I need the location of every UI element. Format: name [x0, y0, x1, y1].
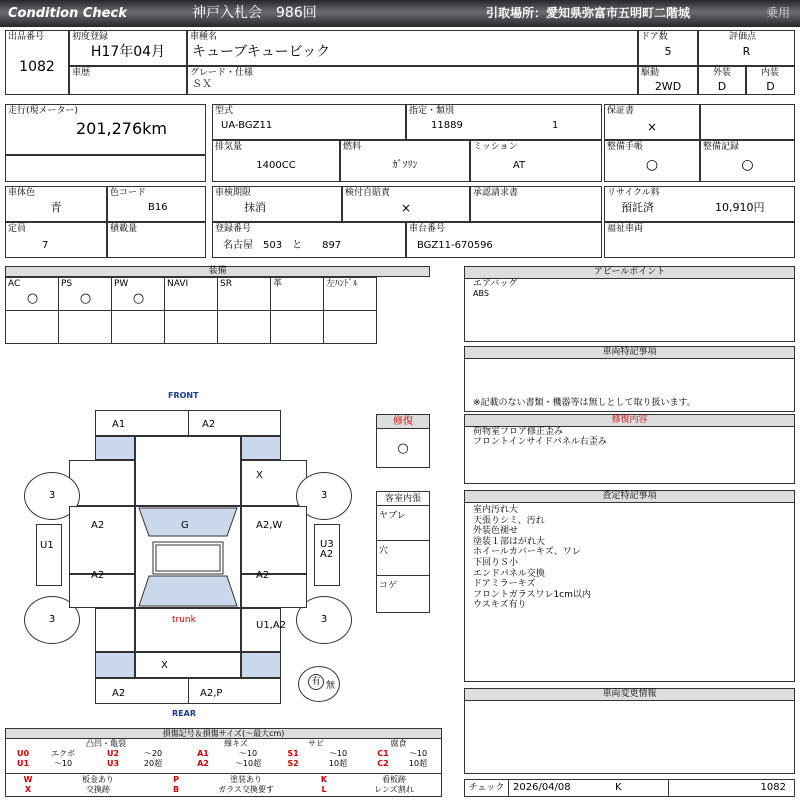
- legend-divider: [6, 773, 441, 774]
- equipment-title: 装備: [5, 266, 430, 277]
- first-registration: H17年04月: [90, 44, 166, 60]
- legend-text: 交換跡: [86, 785, 110, 794]
- type: UA-BGZ11: [221, 120, 273, 131]
- left-front-door-label: A2: [91, 520, 105, 531]
- equipment-mark: ○: [79, 291, 92, 306]
- rear-gate-label: X: [161, 660, 168, 671]
- inspection-label: 車検期限: [215, 188, 252, 198]
- appeal-lines: [473, 279, 517, 299]
- recycle-amount: 10,910円: [715, 201, 765, 214]
- legend-code: A1: [197, 749, 209, 758]
- rear-gate: [135, 652, 241, 678]
- fuel-label: 燃料: [343, 142, 362, 152]
- plate-number: 名古屋 503 と 897: [223, 240, 342, 251]
- vehicle-use: 乗用: [766, 6, 791, 20]
- fuel-cell: [340, 140, 470, 182]
- load-cell: [107, 222, 206, 258]
- legend-text: 〜10: [238, 749, 258, 758]
- model-cell: [187, 30, 638, 66]
- roof-label: G: [181, 520, 189, 531]
- insurance: ×: [400, 201, 412, 215]
- maint-record: ○: [741, 157, 754, 173]
- assessment-line: エンドパネル交換: [473, 568, 545, 579]
- doors: 5: [664, 45, 672, 58]
- grade-score-cell: [698, 30, 795, 66]
- insurance-cell: [342, 186, 470, 222]
- assessment-line: ウスキズ有り: [473, 600, 527, 611]
- grade: ＳＸ: [192, 79, 212, 90]
- roof-inner: [156, 545, 220, 571]
- front-bumper-right-label: A2: [202, 419, 216, 430]
- equipment-label: AC: [8, 279, 21, 289]
- equipment-empty-cell: [217, 310, 271, 344]
- legend-code: C2: [377, 759, 389, 768]
- assessment-title: 査定特記事項: [465, 491, 794, 503]
- equipment-label: 左ﾊﾝﾄﾞﾙ: [326, 279, 358, 289]
- equipment-section: [5, 266, 430, 346]
- legend-code: U0: [16, 749, 30, 758]
- repair-box-mark: ○: [397, 441, 409, 456]
- wheel-front-left: 3: [24, 472, 80, 520]
- legend-group-name: 凸凹・亀裂: [86, 739, 126, 748]
- legend-code: B: [172, 785, 180, 794]
- legend-text: エクボ: [51, 749, 75, 758]
- assessment-line: フロントガラスワレ1cm以内: [473, 589, 591, 600]
- legend-code: L: [321, 785, 327, 794]
- displacement-label: 排気量: [215, 142, 243, 152]
- right-mirror-label: U3 A2: [320, 539, 334, 560]
- maint-book: ○: [645, 157, 659, 173]
- right-front-door-label: A2,W: [256, 520, 283, 531]
- chassis-cell: [406, 222, 602, 258]
- type-cell: [212, 104, 406, 140]
- first-registration-cell: [69, 30, 187, 66]
- smoking-no-text: 無: [326, 681, 336, 691]
- legend-title: 損傷記号＆損傷サイズ(〜最大cm): [6, 729, 441, 739]
- cabin-item: 穴: [377, 541, 429, 576]
- legend-text: ガラス交換要す: [218, 785, 274, 794]
- wheel-rear-left: 3: [24, 596, 80, 644]
- assessment-lines: [473, 505, 591, 611]
- plate-cell: [212, 222, 406, 258]
- assessment-line: 外装色褪せ: [473, 526, 519, 537]
- repair-box: [376, 414, 430, 468]
- right-tail-lamp: [241, 652, 281, 678]
- legend-group-name: 腐食: [390, 739, 407, 748]
- equipment-col: [270, 277, 324, 311]
- notes-footnote: ※記載のない書類・機器等は無しとして取り扱います。: [473, 398, 696, 408]
- legend-code: U2: [106, 749, 120, 758]
- equipment-empty-cell: [5, 310, 59, 344]
- legend-text: 〜10: [328, 749, 348, 758]
- plate-label: 登録番号: [215, 224, 252, 234]
- smoking-yes-mark: 有: [308, 674, 324, 690]
- assessment-line: 天張りシミ、汚れ: [473, 515, 545, 526]
- legend-text: 10超: [408, 759, 428, 768]
- legend-code: K: [320, 775, 328, 784]
- left-mirror-label: U1: [40, 540, 54, 551]
- pickup-location: 引取場所：愛知県弥富市五明町二階城: [486, 6, 691, 20]
- equipment-col: [217, 277, 271, 311]
- check-label: チェック: [465, 780, 509, 796]
- recycle-label: リサイクル料: [607, 188, 660, 198]
- legend-group-name: サビ: [308, 739, 324, 748]
- mission-cell: [470, 140, 602, 182]
- equipment-col: [58, 277, 112, 311]
- left-headlamp: [95, 436, 135, 460]
- rear-bumper-divider: [188, 678, 189, 704]
- color-code-cell: [107, 186, 206, 222]
- legend-text: 〜10: [53, 759, 73, 768]
- equipment-label: PS: [61, 279, 73, 289]
- chassis-number: BGZ11-670596: [417, 240, 493, 251]
- right-rear-door-label: A2: [256, 570, 270, 581]
- grade-label: グレード・仕様: [190, 68, 254, 78]
- legend-text: 20超: [143, 759, 163, 768]
- check-lot: 1082: [760, 782, 786, 793]
- appeal-line: エアバッグ: [473, 279, 518, 289]
- interior-label: 内装: [761, 68, 780, 78]
- equipment-col: [323, 277, 377, 311]
- equipment-empty-cell: [323, 310, 377, 344]
- approval-label: 承認請求書: [473, 188, 519, 198]
- chassis-label: 車台番号: [409, 224, 446, 234]
- left-mirror: [36, 524, 62, 586]
- equipment-empty-cell: [164, 310, 218, 344]
- mileage-extra-cell: [5, 155, 206, 182]
- legend-code: A2: [197, 759, 209, 768]
- rear-label: REAR: [172, 709, 196, 718]
- legend-code: P: [173, 775, 179, 784]
- warranty-cell: [604, 104, 700, 140]
- doors-cell: [638, 30, 698, 66]
- displacement: 1400CC: [256, 160, 296, 171]
- drive-cell: [638, 66, 698, 95]
- displacement-cell: [212, 140, 340, 182]
- maint-book-label: 整備手帳: [607, 142, 644, 152]
- recycle-status: 預託済: [621, 201, 654, 214]
- check-divider: [587, 780, 669, 796]
- notes-title: 車両特記事項: [465, 347, 794, 359]
- right-headlamp: [241, 436, 281, 460]
- check-footer: [464, 779, 795, 797]
- load-label: 積載量: [110, 224, 138, 234]
- repair-content-title: 修復内容: [465, 415, 794, 427]
- fuel: ｶﾞｿﾘﾝ: [392, 160, 418, 171]
- equipment-label: NAVI: [167, 279, 189, 289]
- legend-text: 看板跡: [382, 775, 406, 784]
- grade-score-label: 評価点: [729, 32, 757, 42]
- exterior: D: [717, 80, 727, 93]
- drive-label: 駆動: [641, 68, 660, 78]
- mileage: 201,276km: [76, 119, 168, 138]
- equipment-mark: ○: [26, 291, 39, 306]
- equipment-label: PW: [114, 279, 129, 289]
- equipment-empty-cell: [270, 310, 324, 344]
- legend-group-name: 線キズ: [224, 739, 248, 748]
- color-label: 車体色: [8, 188, 36, 198]
- history-cell: [69, 66, 187, 95]
- rear-bumper-right-label: A2,P: [200, 688, 223, 699]
- legend-text: 塗装あり: [230, 775, 262, 784]
- lot-number: 1082: [19, 59, 55, 75]
- interior: D: [766, 80, 775, 93]
- capacity-label: 定員: [8, 224, 27, 234]
- interior-cell: [746, 66, 795, 95]
- change-info-section: [464, 688, 795, 774]
- legend-code: U3: [106, 759, 120, 768]
- model-name: キューブキュービック: [192, 44, 331, 60]
- rear-window: [139, 576, 237, 606]
- header-bar: [0, 0, 800, 27]
- assessment-section: [464, 490, 795, 682]
- maint-book-cell: [604, 140, 700, 182]
- legend-code: U1: [16, 759, 30, 768]
- hood: [135, 436, 241, 506]
- equipment-col: [5, 277, 59, 311]
- left-rear-fender: [95, 608, 135, 652]
- cabin-item: ヤブレ: [377, 506, 429, 541]
- right-rear-door: [241, 574, 307, 608]
- appeal-title: アピールポイント: [465, 267, 794, 279]
- warranty-extra-cell: [700, 104, 795, 140]
- legend-text: 〜20: [143, 749, 163, 758]
- wheel-front-right: 3: [296, 472, 352, 520]
- left-rear-door-label: A2: [91, 570, 105, 581]
- check-mark: K: [615, 782, 622, 793]
- legend-code: C1: [377, 749, 389, 758]
- assessment-line: ドアミラーキズ: [473, 579, 536, 590]
- assessment-line: 下回りＳ小: [473, 557, 519, 568]
- legend-code: S1: [287, 749, 299, 758]
- grade-score: R: [742, 45, 751, 58]
- equipment-empty-cell: [58, 310, 112, 344]
- appeal-line: ABS: [473, 289, 489, 298]
- legend-text: レンズ割れ: [374, 785, 414, 794]
- cabin-item: コゲ: [379, 581, 398, 591]
- assessment-line: ホイールカバーキズ、ワレ: [473, 547, 581, 558]
- mileage-label: 走行(現メーター): [8, 106, 79, 116]
- equipment-label: 革: [273, 279, 283, 289]
- first-registration-label: 初度登録: [72, 32, 109, 42]
- color-code-label: 色コード: [110, 188, 147, 198]
- front-bumper-left-label: A1: [112, 419, 126, 430]
- legend-code: W: [23, 775, 33, 784]
- cabin-box: [376, 491, 430, 613]
- grade-cell: [187, 66, 638, 95]
- check-date: 2026/04/08: [513, 782, 571, 793]
- assessment-line: 塗装１部はがれ大: [473, 536, 546, 547]
- spec-number: 11889: [431, 120, 463, 131]
- maint-record-cell: [700, 140, 795, 182]
- damage-legend: [5, 728, 442, 797]
- capacity: 7: [42, 240, 49, 251]
- legend-text: 〜10: [408, 749, 428, 758]
- repair-line: 荷物室フロア修正歪み: [473, 427, 564, 437]
- trunk-label: trunk: [172, 615, 196, 625]
- repair-line: フロントインサイドパネル右歪み: [473, 437, 607, 447]
- legend-code: S2: [287, 759, 299, 768]
- left-front-door: [69, 506, 135, 574]
- lot-number-label: 出品番号: [8, 32, 45, 42]
- legend-text: 10超: [328, 759, 348, 768]
- equipment-mark: ○: [132, 291, 145, 306]
- left-tail-lamp: [95, 652, 135, 678]
- approval-cell: [470, 186, 602, 222]
- mission-label: ミッション: [473, 142, 518, 152]
- cabin-title: 客室内張: [377, 492, 429, 506]
- inspection: 抹消: [244, 201, 266, 214]
- class-number: 1: [552, 120, 559, 131]
- color: 青: [50, 201, 62, 214]
- exterior-cell: [698, 66, 746, 95]
- warranty: ×: [646, 120, 658, 134]
- capacity-cell: [5, 222, 107, 258]
- right-front-fender-label: X: [256, 470, 263, 481]
- rear-bumper-left-label: A2: [112, 688, 126, 699]
- auction-name: 神戸入札会 986回: [192, 5, 317, 21]
- change-info-title: 車両変更情報: [465, 689, 794, 701]
- spec-cell: [406, 104, 602, 140]
- spec-label: 指定・類別: [409, 106, 455, 116]
- equipment-col: [164, 277, 218, 311]
- legend-text: 〜10超: [234, 759, 262, 768]
- inspection-cell: [212, 186, 342, 222]
- equipment-label: SR: [220, 279, 232, 289]
- welfare-cell: [604, 222, 795, 258]
- legend-code: X: [24, 785, 32, 794]
- wheel-rear-right: 3: [296, 596, 352, 644]
- doors-label: ドア数: [641, 32, 668, 42]
- repair-content-section: [464, 414, 795, 484]
- legend-text: 板金あり: [82, 775, 114, 784]
- form-title: Condition Check: [8, 6, 127, 21]
- history-label: 車歴: [72, 68, 91, 78]
- recycle-cell: [604, 186, 795, 222]
- notes-section: [464, 346, 795, 412]
- right-rear-fender-label: U1,A2: [256, 620, 287, 631]
- equipment-empty-cell: [111, 310, 165, 344]
- assessment-line: 室内汚れ大: [473, 505, 519, 515]
- color-code: B16: [148, 202, 168, 213]
- equipment-col: [111, 277, 165, 311]
- model-label: 車種名: [190, 32, 218, 42]
- front-bumper-divider: [188, 410, 189, 436]
- type-label: 型式: [215, 106, 234, 116]
- warranty-label: 保証書: [607, 106, 635, 116]
- mission: AT: [512, 160, 526, 171]
- right-front-door: [241, 506, 307, 574]
- maint-record-label: 整備記録: [703, 142, 740, 152]
- mileage-cell: [5, 104, 206, 155]
- lot-number-cell: [5, 30, 69, 95]
- color-cell: [5, 186, 107, 222]
- front-label: FRONT: [168, 391, 199, 400]
- exterior-label: 外装: [713, 68, 732, 78]
- welfare-label: 福祉車両: [607, 224, 644, 234]
- drive: 2WD: [654, 80, 682, 93]
- car-diagram: [0, 386, 376, 722]
- appeal-section: [464, 266, 795, 342]
- insurance-label: 検付自賠責: [345, 188, 391, 198]
- repair-box-title: 修復: [377, 415, 429, 429]
- repair-content-lines: [473, 427, 607, 447]
